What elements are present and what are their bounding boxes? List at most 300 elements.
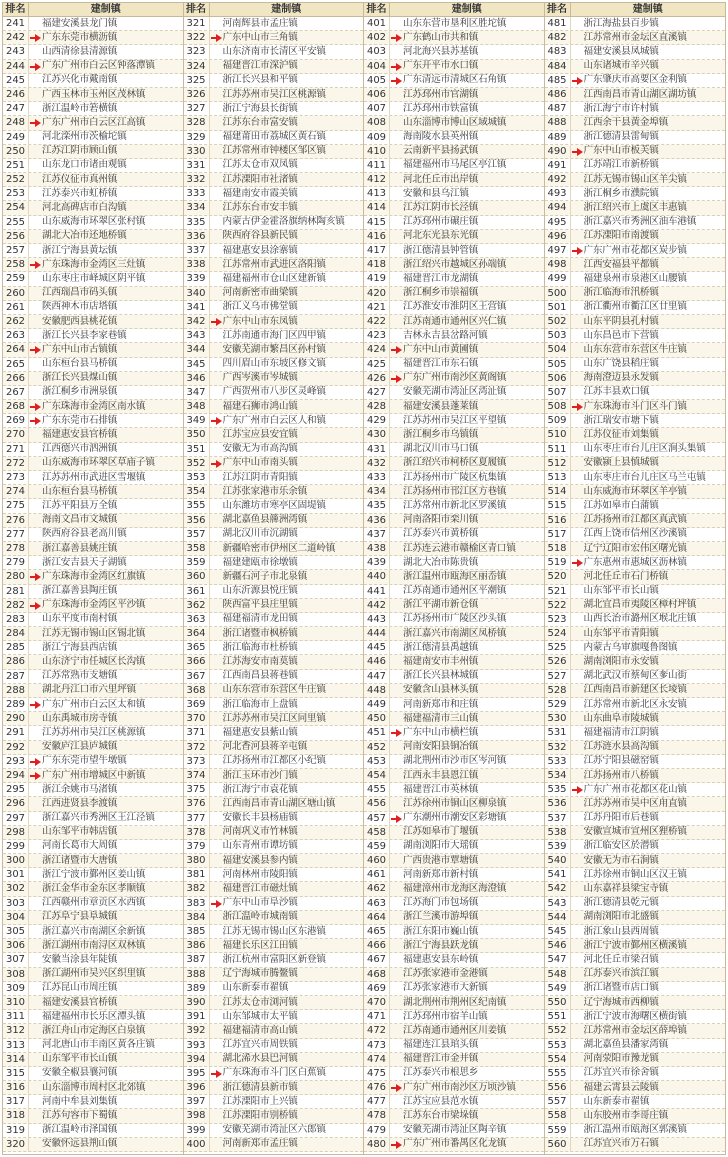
rank-cell: 346 [184, 372, 210, 385]
rank-cell: 519 [545, 556, 571, 569]
rank-cell: 265 [3, 358, 29, 371]
table-row [184, 882, 364, 896]
town-name-cell: 江苏苏州市武进区雪堰镇 [42, 471, 146, 483]
arrow-slot [210, 698, 223, 711]
rank-cell: 494 [545, 201, 571, 214]
rank-cell: 450 [364, 712, 390, 725]
arrow-slot [571, 60, 584, 73]
arrow-slot [571, 953, 584, 966]
arrow-slot [210, 797, 223, 810]
rank-cell: 354 [184, 485, 210, 498]
arrow-slot [571, 1067, 584, 1080]
rank-cell: 478 [364, 1109, 390, 1122]
town-name-cell: 广东珠海市金湾区三灶镇 [42, 258, 146, 270]
rank-cell: 488 [545, 116, 571, 129]
rank-cell: 480 [364, 1138, 390, 1151]
arrow-slot [210, 428, 223, 441]
rank-cell: 362 [184, 599, 210, 612]
table-row [364, 315, 544, 329]
rank-cell: 271 [3, 443, 29, 456]
town-name-cell: 安徽颍上县慎城镇 [583, 457, 659, 469]
rank-cell: 367 [184, 670, 210, 683]
arrow-slot [210, 329, 223, 342]
rank-cell: 452 [364, 741, 390, 754]
town-name-cell: 江苏丹阳市后巷镇 [583, 812, 659, 824]
town-name-cell: 浙江德清县禹越镇 [403, 641, 479, 653]
table-row [364, 726, 544, 740]
arrow-slot [571, 982, 584, 995]
rank-cell: 557 [545, 1095, 571, 1108]
arrow-slot [210, 570, 223, 583]
rank-cell: 339 [184, 272, 210, 285]
town-name-cell: 江西南昌县蒋巷镇 [222, 670, 298, 682]
arrow-slot [210, 173, 223, 186]
table-row [3, 230, 183, 244]
table-row [184, 187, 364, 201]
rank-cell: 466 [364, 939, 390, 952]
rank-cell: 310 [3, 996, 29, 1009]
rank-cell: 374 [184, 769, 210, 782]
rank-cell: 347 [184, 386, 210, 399]
rank-cell: 460 [364, 854, 390, 867]
red-arrow-icon [29, 769, 42, 782]
table-row [364, 301, 544, 315]
town-name-cell: 江苏如皋市丁堰镇 [403, 826, 479, 838]
town-name-cell: 福建晋江市东石镇 [403, 358, 479, 370]
rank-cell: 322 [184, 31, 210, 44]
rank-cell: 264 [3, 343, 29, 356]
arrow-slot [210, 216, 223, 229]
table-row [545, 570, 726, 584]
table-row [364, 840, 544, 854]
table-row [364, 939, 544, 953]
town-name-cell: 浙江嘉善县姚庄镇 [42, 542, 118, 554]
arrow-slot [210, 1095, 223, 1108]
town-name-cell: 浙江温州市瓯海区丽岙镇 [403, 570, 507, 582]
town-name-cell: 湖南浏阳市大瑶镇 [403, 840, 479, 852]
red-arrow-icon [29, 414, 42, 427]
table-row [545, 797, 726, 811]
table-row [184, 613, 364, 627]
table-row [364, 201, 544, 215]
table-row [184, 698, 364, 712]
arrow-slot [571, 428, 584, 441]
rank-cell: 281 [3, 585, 29, 598]
town-name-cell: 安徽芜湖市湾沚区陶辛镇 [403, 1124, 507, 1136]
rank-cell: 482 [545, 31, 571, 44]
table-row [3, 570, 183, 584]
rank-cell: 243 [3, 45, 29, 58]
arrow-slot [210, 187, 223, 200]
town-name-cell: 福建晋江市深沪镇 [222, 60, 298, 72]
arrow-slot [210, 372, 223, 385]
table-row [3, 1109, 183, 1123]
table-row [545, 31, 726, 45]
town-name-cell: 山东嘉祥县梁宝寺镇 [583, 883, 669, 895]
rank-cell: 492 [545, 173, 571, 186]
town-name-cell: 浙江诸暨市大唐镇 [42, 854, 118, 866]
arrow-slot [390, 925, 403, 938]
town-name-cell: 山东威海市环翠区草庙子镇 [42, 457, 155, 469]
arrow-slot [390, 996, 403, 1009]
town-name-cell: 江西南昌市青山湖区塘山镇 [222, 797, 336, 809]
arrow-slot [29, 783, 42, 796]
arrow-slot [571, 755, 584, 768]
red-arrow-icon [390, 726, 403, 739]
arrow-slot [29, 925, 42, 938]
red-arrow-icon [571, 783, 584, 796]
arrow-slot [390, 982, 403, 995]
arrow-slot [210, 982, 223, 995]
table-row [545, 982, 726, 996]
rank-cell: 384 [184, 911, 210, 924]
rank-header: 排名 [3, 3, 29, 16]
table-row [3, 471, 183, 485]
table-row [364, 457, 544, 471]
table-row [184, 159, 364, 173]
table-row [184, 131, 364, 145]
arrow-slot [571, 1124, 584, 1137]
rank-cell: 462 [364, 882, 390, 895]
rank-cell: 257 [3, 244, 29, 257]
arrow-slot [390, 769, 403, 782]
table-row [364, 868, 544, 882]
rank-cell: 464 [364, 911, 390, 924]
rank-cell: 398 [184, 1109, 210, 1122]
town-name-cell: 山东济南市长清区平安镇 [222, 45, 326, 57]
town-name-cell: 福建晋江市金井镇 [403, 1053, 479, 1065]
rank-header: 排名 [545, 3, 571, 16]
rank-cell: 250 [3, 145, 29, 158]
town-name-cell: 广东东莞市石排镇 [42, 414, 118, 426]
table-row [364, 599, 544, 613]
arrow-slot [390, 585, 403, 598]
town-name-cell: 湖北武汉市蔡甸区奓山街 [583, 670, 687, 682]
town-name-cell: 浙江嘉兴市南湖区余新镇 [42, 925, 146, 937]
rank-cell: 457 [364, 812, 390, 825]
town-name-cell: 福建安溪县官桥镇 [42, 996, 118, 1008]
rank-cell: 532 [545, 741, 571, 754]
arrow-slot [210, 485, 223, 498]
town-name-cell: 福建石狮市鸿山镇 [222, 400, 298, 412]
red-arrow-icon [210, 31, 223, 44]
table-row [364, 145, 544, 159]
rank-cell: 302 [3, 882, 29, 895]
arrow-slot [210, 812, 223, 825]
town-name-cell: 江苏淮安市淮阴区王营镇 [403, 301, 507, 313]
ranking-table [2, 2, 726, 1155]
town-name-cell: 浙江衢州市衢江区廿里镇 [583, 301, 687, 313]
town-name-cell: 广东中山市三角镇 [222, 31, 298, 43]
town-name-cell: 浙江德清县乾元镇 [583, 897, 659, 909]
town-name-cell: 河北任丘市梁召镇 [583, 953, 659, 965]
arrow-slot [571, 712, 584, 725]
arrow-slot [571, 315, 584, 328]
table-row [184, 1053, 364, 1067]
table-row [184, 471, 364, 485]
rank-cell: 527 [545, 670, 571, 683]
table-row [184, 1109, 364, 1123]
town-name-cell: 辽宁海城市西柳镇 [583, 996, 659, 1008]
town-name-cell: 浙江宁海县西店镇 [42, 641, 118, 653]
town-name-cell: 福建福清市龙田镇 [222, 613, 298, 625]
table-row [364, 159, 544, 173]
town-name-cell: 广西贺州市八步区灵峰镇 [222, 386, 326, 398]
table-row [364, 585, 544, 599]
table-row [184, 31, 364, 45]
table-row [184, 996, 364, 1010]
table-row [184, 358, 364, 372]
arrow-slot [29, 641, 42, 654]
table-row [364, 641, 544, 655]
arrow-slot [390, 641, 403, 654]
table-row [545, 145, 726, 159]
town-name-cell: 江苏徐州市铜山区汉王镇 [583, 868, 687, 880]
arrow-slot [210, 1124, 223, 1137]
table-row [364, 556, 544, 570]
arrow-slot [390, 1095, 403, 1108]
rank-cell: 392 [184, 1024, 210, 1037]
rank-cell: 296 [3, 797, 29, 810]
arrow-slot [571, 45, 584, 58]
rank-cell: 497 [545, 244, 571, 257]
town-name-cell: 江苏东台市梁垛镇 [403, 1110, 479, 1122]
rank-cell: 308 [3, 968, 29, 981]
arrow-slot [571, 968, 584, 981]
rank-cell: 352 [184, 457, 210, 470]
rank-cell: 555 [545, 1067, 571, 1080]
red-arrow-icon [29, 599, 42, 612]
table-row [545, 1095, 726, 1109]
rank-cell: 499 [545, 272, 571, 285]
red-arrow-icon [571, 145, 584, 158]
rank-cell: 468 [364, 968, 390, 981]
town-name-cell: 广东开平市水口镇 [403, 60, 479, 72]
town-name-cell: 安徽全椒县襄河镇 [42, 1067, 118, 1079]
rank-cell: 314 [3, 1053, 29, 1066]
town-name-cell: 浙江诸暨市店口镇 [583, 982, 659, 994]
table-row [3, 187, 183, 201]
table-row [545, 315, 726, 329]
town-name-cell: 湖南浏阳市永安镇 [583, 656, 659, 668]
town-name-cell: 浙江绍兴市越城区孙端镇 [403, 258, 507, 270]
town-name-cell: 广东中山市古镇镇 [42, 343, 118, 355]
arrow-slot [29, 301, 42, 314]
town-name-cell: 广东清远市清城区石角镇 [403, 74, 507, 86]
town-name-cell: 安徽长丰县杨庙镇 [222, 812, 298, 824]
town-name-cell: 江苏苏州市吴中区甪直镇 [583, 797, 687, 809]
table-row [3, 343, 183, 357]
town-name-cell: 江苏仪征市刘集镇 [583, 429, 659, 441]
table-row [545, 996, 726, 1010]
town-name-cell: 浙江湖州市吴兴区织里镇 [42, 968, 146, 980]
table-row [184, 1039, 364, 1053]
rank-cell: 312 [3, 1024, 29, 1037]
table-row [3, 670, 183, 684]
arrow-slot [571, 599, 584, 612]
rank-cell: 444 [364, 627, 390, 640]
table-row [184, 599, 364, 613]
table-row [364, 17, 544, 31]
table-row [3, 982, 183, 996]
arrow-slot [571, 358, 584, 371]
rank-cell: 282 [3, 599, 29, 612]
town-name-cell: 山东青州市谭坊镇 [222, 840, 298, 852]
arrow-slot [29, 173, 42, 186]
column-header [184, 3, 364, 17]
town-name-cell: 福建福州市长乐区潭头镇 [42, 1010, 146, 1022]
rank-cell: 342 [184, 315, 210, 328]
arrow-slot [390, 201, 403, 214]
table-row [3, 272, 183, 286]
table-row [3, 698, 183, 712]
town-name-cell: 山东新泰市翟镇 [583, 1095, 650, 1107]
arrow-slot [571, 230, 584, 243]
table-row [545, 641, 726, 655]
town-name-cell: 河北东光县东光镇 [403, 230, 479, 242]
town-name-cell: 广东广州市白云区钟落潭镇 [42, 60, 155, 72]
town-name-cell: 江苏海安市南莫镇 [222, 656, 298, 668]
table-row [364, 386, 544, 400]
town-name-cell: 江苏邳州市铁富镇 [403, 102, 479, 114]
rank-cell: 505 [545, 358, 571, 371]
table-row [364, 911, 544, 925]
arrow-slot [29, 868, 42, 881]
table-row [184, 102, 364, 116]
table-row [3, 897, 183, 911]
arrow-slot [390, 315, 403, 328]
table-row [545, 173, 726, 187]
arrow-slot [29, 1138, 42, 1151]
table-row [364, 173, 544, 187]
town-name-cell: 江西德兴市泗洲镇 [42, 443, 118, 455]
table-row [184, 230, 364, 244]
town-name-cell: 浙江海宁市许村镇 [583, 102, 659, 114]
table-row [545, 1067, 726, 1081]
town-name-cell: 湖北嘉鱼县簰洲湾镇 [222, 514, 308, 526]
rank-cell: 254 [3, 201, 29, 214]
table-row [545, 812, 726, 826]
arrow-slot [210, 287, 223, 300]
town-name-cell: 福建福清市江阴镇 [583, 726, 659, 738]
table-row [184, 641, 364, 655]
town-name-cell: 浙江温州市瓯海区郭溪镇 [583, 1124, 687, 1136]
town-name-cell: 浙江平湖市新仓镇 [403, 599, 479, 611]
column-rows [545, 17, 726, 1154]
rank-cell: 415 [364, 216, 390, 229]
table-row [184, 968, 364, 982]
rank-cell: 289 [3, 698, 29, 711]
rank-cell: 421 [364, 301, 390, 314]
table-row [184, 45, 364, 59]
rank-cell: 539 [545, 840, 571, 853]
rank-cell: 365 [184, 641, 210, 654]
rank-cell: 463 [364, 897, 390, 910]
rank-cell: 475 [364, 1067, 390, 1080]
rank-cell: 407 [364, 102, 390, 115]
table-row [545, 897, 726, 911]
town-name-cell: 湖北宜昌市夷陵区樟村坪镇 [583, 599, 697, 611]
town-name-cell: 江苏太仓市双凤镇 [222, 159, 298, 171]
rank-cell: 373 [184, 755, 210, 768]
red-arrow-icon [390, 31, 403, 44]
table-row [3, 45, 183, 59]
rank-cell: 276 [3, 514, 29, 527]
rank-cell: 540 [545, 854, 571, 867]
table-row [3, 684, 183, 698]
rank-cell: 406 [364, 88, 390, 101]
arrow-slot [390, 145, 403, 158]
town-name-cell: 海南文昌市文城镇 [42, 514, 118, 526]
rank-cell: 446 [364, 655, 390, 668]
rank-cell: 474 [364, 1053, 390, 1066]
arrow-slot [571, 769, 584, 782]
arrow-slot [210, 670, 223, 683]
town-name-cell: 山东邹平市青阳镇 [583, 627, 659, 639]
table-row [545, 287, 726, 301]
table-row [364, 1124, 544, 1138]
town-name-cell: 江苏扬州市广陵区沙头镇 [403, 613, 507, 625]
table-row [364, 925, 544, 939]
table-row [545, 230, 726, 244]
arrow-slot [390, 882, 403, 895]
town-name-cell: 江西永丰县恩江镇 [403, 769, 479, 781]
rank-cell: 300 [3, 854, 29, 867]
rank-cell: 430 [364, 428, 390, 441]
table-row [364, 1095, 544, 1109]
table-row [184, 726, 364, 740]
town-name-cell: 山西清徐县清源镇 [42, 45, 118, 57]
table-row [545, 301, 726, 315]
rank-cell: 533 [545, 755, 571, 768]
table-row [3, 145, 183, 159]
arrow-slot [210, 641, 223, 654]
arrow-slot [210, 968, 223, 981]
rank-cell: 455 [364, 783, 390, 796]
arrow-slot [390, 840, 403, 853]
table-row [184, 670, 364, 684]
town-name-cell: 江苏南通市海门区四甲镇 [222, 329, 326, 341]
rank-cell: 479 [364, 1124, 390, 1137]
town-name-cell: 浙江临安区於潜镇 [583, 840, 659, 852]
table-row [364, 797, 544, 811]
rank-cell: 262 [3, 315, 29, 328]
arrow-slot [390, 1124, 403, 1137]
red-arrow-icon [390, 372, 403, 385]
arrow-slot [29, 499, 42, 512]
rank-cell: 423 [364, 329, 390, 342]
rank-cell: 435 [364, 499, 390, 512]
town-name-cell: 河北任丘市出岸镇 [403, 173, 479, 185]
rank-cell: 414 [364, 201, 390, 214]
arrow-slot [29, 840, 42, 853]
town-name-cell: 山东枣庄市台儿庄区涧头集镇 [583, 443, 706, 455]
arrow-slot [29, 372, 42, 385]
table-row [3, 443, 183, 457]
town-name-cell: 江苏苏州市吴江区同里镇 [222, 712, 326, 724]
rank-cell: 330 [184, 145, 210, 158]
table-row [184, 329, 364, 343]
arrow-slot [210, 953, 223, 966]
rank-cell: 340 [184, 287, 210, 300]
arrow-slot [571, 911, 584, 924]
arrow-slot [29, 797, 42, 810]
table-row [3, 599, 183, 613]
table-row [3, 868, 183, 882]
rank-cell: 517 [545, 528, 571, 541]
table-row [545, 485, 726, 499]
rank-cell: 528 [545, 684, 571, 697]
